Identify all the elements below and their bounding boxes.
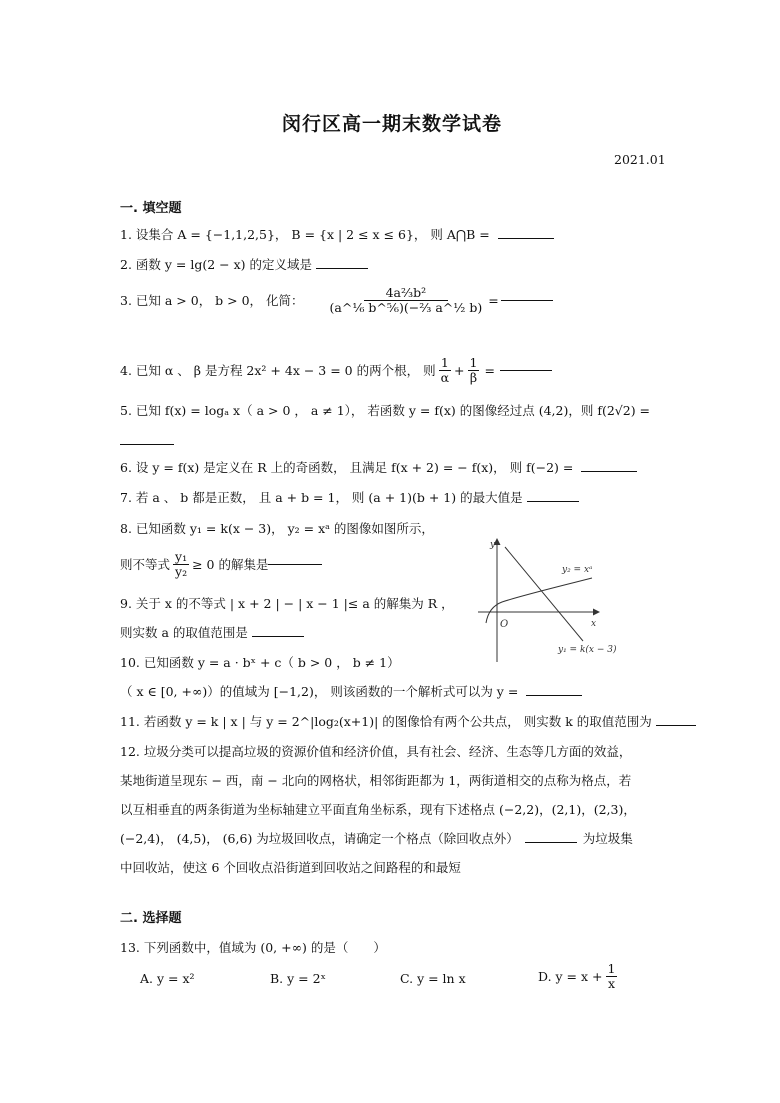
- question-1-text: 1. 设集合 A = {−1,1,2,5}， B = {x | 2 ≤ x ≤ 6}， 则 A⋂B =: [120, 227, 490, 242]
- y1-label: y₁ = k(x − 3): [558, 645, 617, 655]
- answer-blank-2[interactable]: [316, 268, 368, 269]
- question-10-text: （ x ∈ [0, +∞)）的值域为 [−1,2)， 则该函数的一个解析式可以为 y =: [120, 684, 519, 699]
- option-b[interactable]: B. y = 2ˣ: [270, 971, 326, 986]
- answer-blank-4[interactable]: [500, 370, 552, 371]
- question-8-fraction: [173, 550, 189, 579]
- answer-blank-8[interactable]: [268, 564, 322, 565]
- y2-label: y₂ = xᵃ: [562, 565, 593, 575]
- question-8-denominator: y₂: [175, 563, 188, 579]
- answer-blank-9[interactable]: [252, 636, 304, 637]
- question-12-text-a: (−2,4)， (4,5)， (6,6) 为垃圾回收点，请确定一个格点（除回收点外）: [120, 831, 519, 846]
- option-c[interactable]: C. y = ln x: [400, 971, 466, 986]
- question-4-frac-alpha-den: α: [440, 369, 450, 385]
- section-choice-heading: 二. 选择题: [120, 911, 182, 926]
- question-12-line-2: 某地街道呈现东 − 西，南 − 北向的网格状，相邻街距都为 1，两街道相交的点称为格点，若: [120, 773, 632, 788]
- question-2: [120, 257, 368, 272]
- question-6-text: 6. 设 y = f(x) 是定义在 R 上的奇函数， 且满足 f(x + 2) = − f(x)， 则 f(−2) =: [120, 460, 574, 475]
- question-1: [120, 227, 554, 242]
- origin-label: O: [500, 619, 509, 630]
- function-graph: [470, 535, 640, 665]
- question-7: [120, 490, 579, 505]
- question-13: 13. 下列函数中，值域为 (0, +∞) 的是（ ）: [120, 940, 386, 955]
- exam-date: 2021.01: [614, 152, 666, 167]
- question-12-line-3: 以互相垂直的两条街道为坐标轴建立平面直角坐标系，现有下述格点 (−2,2)，(2,1)，(2,3)，: [120, 802, 636, 817]
- y-axis-label: y: [490, 540, 496, 550]
- answer-blank-11[interactable]: [656, 725, 696, 726]
- question-8-prefix: 则不等式: [120, 556, 171, 572]
- question-9-text: 则实数 a 的取值范围是: [120, 625, 248, 640]
- question-4-frac-beta-den: β: [469, 369, 478, 385]
- option-d-numerator: 1: [607, 961, 616, 976]
- question-12-line-5: 中回收站，使这 6 个回收点沿街道到回收站之间路程的和最短: [120, 860, 461, 875]
- section-fill-heading: 一. 填空题: [120, 201, 182, 216]
- question-5: 5. 已知 f(x) = logₐ x（ a > 0 ， a ≠ 1）， 若函数 y = f(x) 的图像经过点 (4,2)，则 f(2√2) =: [120, 403, 651, 418]
- question-4-text: 4. 已知 α 、 β 是方程 2x² + 4x − 3 = 0 的两个根， 则: [120, 362, 436, 378]
- question-12-line-1: 12. 垃圾分类可以提高垃圾的资源价值和经济价值，具有社会、经济、生态等几方面的效益，: [120, 744, 632, 759]
- question-6: [120, 460, 637, 475]
- option-d-fraction: [606, 962, 618, 991]
- question-8-line-1: 8. 已知函数 y₁ = k(x − 3)， y₂ = xᵃ 的图像如图所示，: [120, 521, 434, 536]
- question-12-line-4: [120, 831, 633, 846]
- answer-blank-12[interactable]: [525, 842, 577, 843]
- question-11: [120, 714, 696, 729]
- question-12-text-b: 为垃圾集: [582, 831, 633, 846]
- question-9-line-1: 9. 关于 x 的不等式 | x + 2 | − | x − 1 |≤ a 的解集为 R ，: [120, 596, 454, 611]
- question-8-suffix: ≥ 0 的解集是: [192, 556, 269, 572]
- question-4-frac-beta-num: 1: [469, 355, 478, 370]
- question-4-frac-beta: [468, 356, 480, 385]
- answer-blank-10[interactable]: [526, 695, 582, 696]
- option-d[interactable]: [538, 962, 617, 991]
- page-title: 闵行区高一期末数学试卷: [282, 113, 503, 135]
- question-10-line-2: [120, 684, 582, 699]
- question-4-plus: +: [454, 362, 465, 378]
- question-8-line-2: [120, 550, 322, 579]
- answer-blank-5[interactable]: [120, 444, 174, 445]
- question-2-text: 2. 函数 y = lg(2 − x) 的定义域是: [120, 257, 313, 272]
- option-a[interactable]: A. y = x²: [140, 971, 195, 986]
- question-3-equals: =: [488, 292, 499, 308]
- question-11-text: 11. 若函数 y = k | x | 与 y = 2^|log₂(x+1)| 的图像恰有两个公共点， 则实数 k 的取值范围为: [120, 714, 652, 729]
- answer-blank-1[interactable]: [498, 238, 554, 239]
- question-3-denominator: (a^⅙ b^⅚)(−⅔ a^½ b): [329, 299, 483, 315]
- question-4-frac-alpha-num: 1: [440, 355, 449, 370]
- question-3-fraction: [328, 286, 485, 315]
- option-d-prefix: D. y = x +: [538, 968, 603, 984]
- question-9-line-2: [120, 625, 304, 640]
- question-8-numerator: y₁: [175, 549, 188, 564]
- line-y1: [505, 547, 583, 641]
- question-10-line-1: 10. 已知函数 y = a · bˣ + c（ b > 0 ， b ≠ 1）: [120, 655, 400, 670]
- question-3: [120, 286, 553, 315]
- answer-blank-7[interactable]: [527, 501, 579, 502]
- question-3-text: 3. 已知 a > 0， b > 0， 化简：: [120, 292, 304, 308]
- question-3-numerator: 4a⅔b²: [364, 286, 449, 301]
- curve-y2: [486, 578, 592, 623]
- answer-blank-3[interactable]: [501, 300, 553, 301]
- question-4: [120, 356, 552, 385]
- option-d-denominator: x: [607, 975, 616, 991]
- question-4-equals: =: [484, 362, 495, 378]
- question-7-text: 7. 若 a 、 b 都是正数， 且 a + b = 1， 则 (a + 1)(b + 1) 的最大值是: [120, 490, 523, 505]
- question-4-frac-alpha: [439, 356, 451, 385]
- x-axis-label: x: [591, 619, 597, 629]
- answer-blank-6[interactable]: [581, 471, 637, 472]
